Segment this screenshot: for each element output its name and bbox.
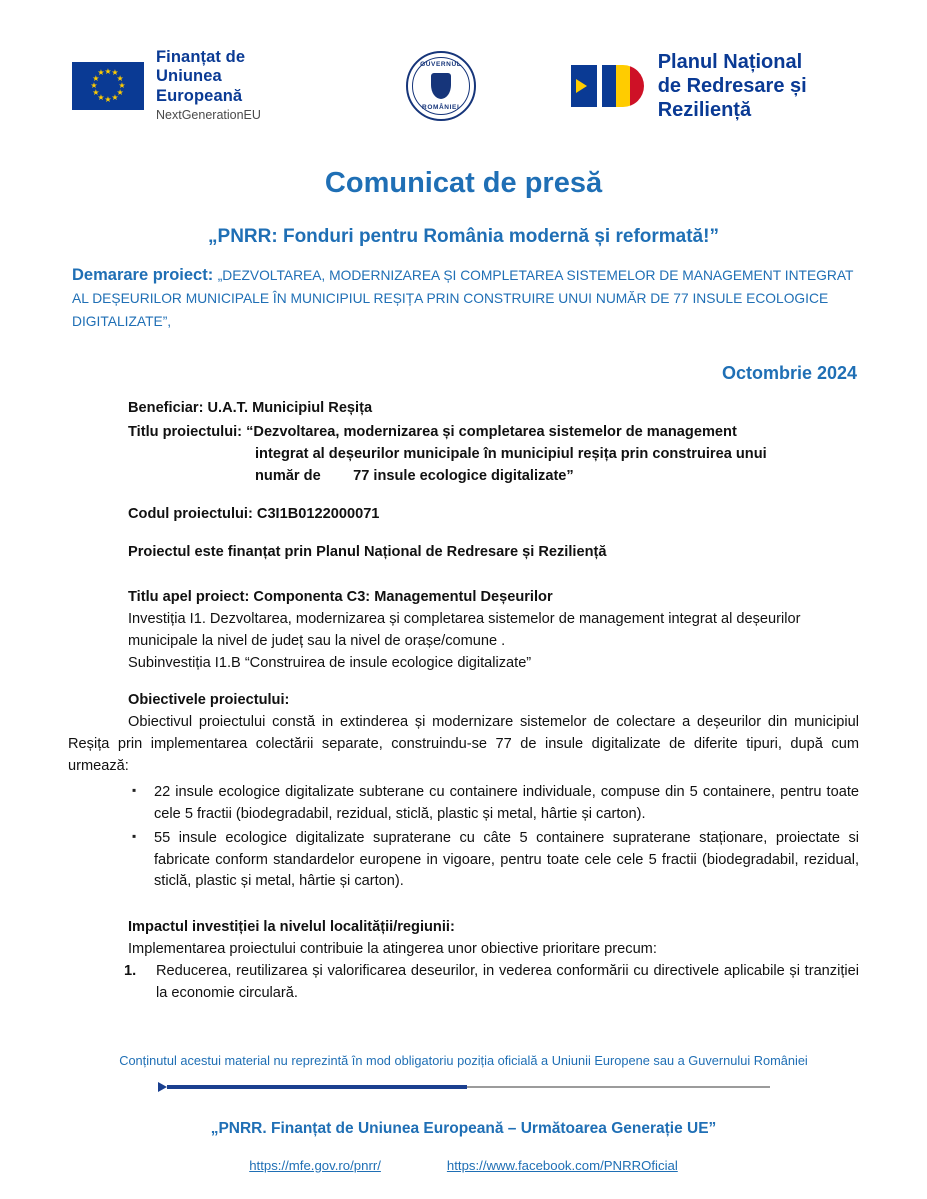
eu-flag-icon [72,62,144,110]
eu-star-icon: ★ [104,66,112,76]
document-body [68,398,859,1005]
project-title-line2: integrat al deșeurilor municipale în municipiul reșița prin construirea unui [255,446,767,463]
project-title-line3-a: număr de [255,467,321,484]
seal-bottom-text: ROMÂNIEI [422,103,460,111]
call-title-line3: Subinvestiția I1.B “Construirea de insule ecologice digitalizate” [128,655,532,672]
call-title-block [128,586,859,675]
pnrr-logo [571,50,882,122]
eu-logo-line1: Finanțat de [156,48,246,66]
eu-star-icon: ★ [90,80,98,90]
eu-logo-line2: Uniunea Europeană [156,67,243,105]
pnrr-logo-marks [571,65,644,107]
footer-divider [158,1082,770,1092]
eu-star-icon: ★ [116,73,124,83]
eu-star-icon: ★ [92,87,100,97]
impact-heading: Impactul investiției la nivelul localității/regiunii: [128,919,455,936]
impact-paragraph: Implementarea proiectului contribuie la atingerea unor obiective prioritare precum: [128,941,657,958]
link-mfe-pnrr[interactable]: https://mfe.gov.ro/pnrr/ [249,1157,381,1173]
eu-star-icon: ★ [97,68,105,78]
project-title-line1: “Dezvoltarea, modernizarea și completarea sistemelor de management [246,424,737,441]
footer-links [0,1158,927,1173]
eu-star-icon: ★ [97,92,105,102]
impact-numbered-list [128,961,859,1005]
beneficiary-line: Beneficiar: U.A.T. Municipiul Reșița [128,400,373,417]
footer-title: „PNRR. Finanțat de Uniunea Europeană – Următoarea Generație UE” [210,1119,717,1137]
project-title-line3-b: 77 insule ecologice digitalizate” [353,467,574,484]
page-subtitle: „PNRR: Fonduri pentru România modernă și reformată!” [208,226,719,248]
pnrr-arrow-icon [571,65,597,107]
publication-date: Octombrie 2024 [721,363,857,384]
seal-crest-icon [431,73,451,99]
objectives-bullet-list [128,782,859,893]
call-title-line2: Investiția I1. Dezvoltarea, modernizarea și completarea sistemelor de management integrat al deșeurilor municipale la nivel de județ sau la nivel de orașe/comune . [128,610,801,649]
footer-disclaimer: Conținutul acestui material nu reprezintă în mod obligatoriu poziția oficială a Uniunii Europene sau a Guvernului României [119,1052,808,1068]
eu-funding-logo [72,48,296,123]
project-start-label: Demarare proiect: [72,266,214,285]
pnrr-logo-line2: de Redresare și Reziliență [657,74,807,121]
romania-flag-icon [602,65,644,107]
eu-star-icon: ★ [111,92,119,102]
link-facebook-pnrr[interactable]: https://www.facebook.com/PNRROficial [446,1157,678,1173]
project-title-block [128,422,859,488]
pnrr-logo-line1: Planul Național [657,50,803,73]
project-start-paragraph [72,264,855,333]
divider-arrow-icon [158,1082,167,1092]
project-title-line3 [255,466,859,488]
eu-star-icon: ★ [118,80,126,90]
call-title-line1: Titlu apel proiect: Componenta C3: Managementul Deșeurilor [128,588,553,605]
eu-logo-text [156,48,296,123]
project-start-text: „DEZVOLTAREA, MODERNIZAREA ȘI COMPLETAREA SISTEMELOR DE MANAGEMENT INTEGRAT AL DEȘEURILOR MUNICIPALE ÎN MUNICIPIUL REȘIȚA PRIN CONSTRUIRE UNUI NUMĂR DE 77 INSULE ECOLOGICE DIGITALIZATE”, [72,268,854,329]
objectives-paragraph: Obiectivul proiectului constă in extinderea și modernizare sistemelor de colectare a deșeurilor din municipiul Reșița prin implementarea colectării separate, construindu-se 77 de insule digitalizate de diferite tipuri, după cum urmează: [68,714,859,775]
divider-grey-segment [467,1086,770,1088]
list-item: ▪ 55 insule ecologice digitalizate supraterane cu câte 5 containere supraterane staționare, proiectate si fabricate conform standardelor europene in vigoare, pentru toate cele cele 5 fractii (biodegradabil, rezidual, sticlă, plastic și metal, hârtie și carton). [128,828,859,894]
funding-statement: Proiectul este finanțat prin Planul Național de Redresare și Reziliență [128,543,607,560]
project-title-label: Titlu proiectului: [128,424,243,441]
romanian-government-seal-icon [406,51,476,121]
list-item: 1. Reducerea, reutilizarea și valorificarea deseurilor, in vederea conformării cu directivele aplicabile și tranziției la economie circulară. [128,961,859,1005]
eu-star-icon: ★ [92,73,100,83]
list-item: ▪ 22 insule ecologice digitalizate subterane cu containere individuale, compuse din 5 containere, pentru toate cele 5 fractii (biodegradabil, rezidual, sticlă, plastic și metal, hârtie și carton). [128,782,859,826]
project-code: Codul proiectului: C3I1B0122000071 [128,505,380,522]
seal-top-text: GUVERNUL [420,60,462,68]
header-logo-bar [0,0,927,123]
eu-logo-line3: NextGenerationEU [156,108,261,123]
objectives-heading: Obiectivele proiectului: [128,692,290,709]
eu-star-icon: ★ [111,68,119,78]
divider-blue-segment [167,1085,467,1089]
eu-star-icon: ★ [116,87,124,97]
eu-star-icon: ★ [104,94,112,104]
page-title: Comunicat de presă [324,167,603,200]
pnrr-logo-text [658,50,882,122]
